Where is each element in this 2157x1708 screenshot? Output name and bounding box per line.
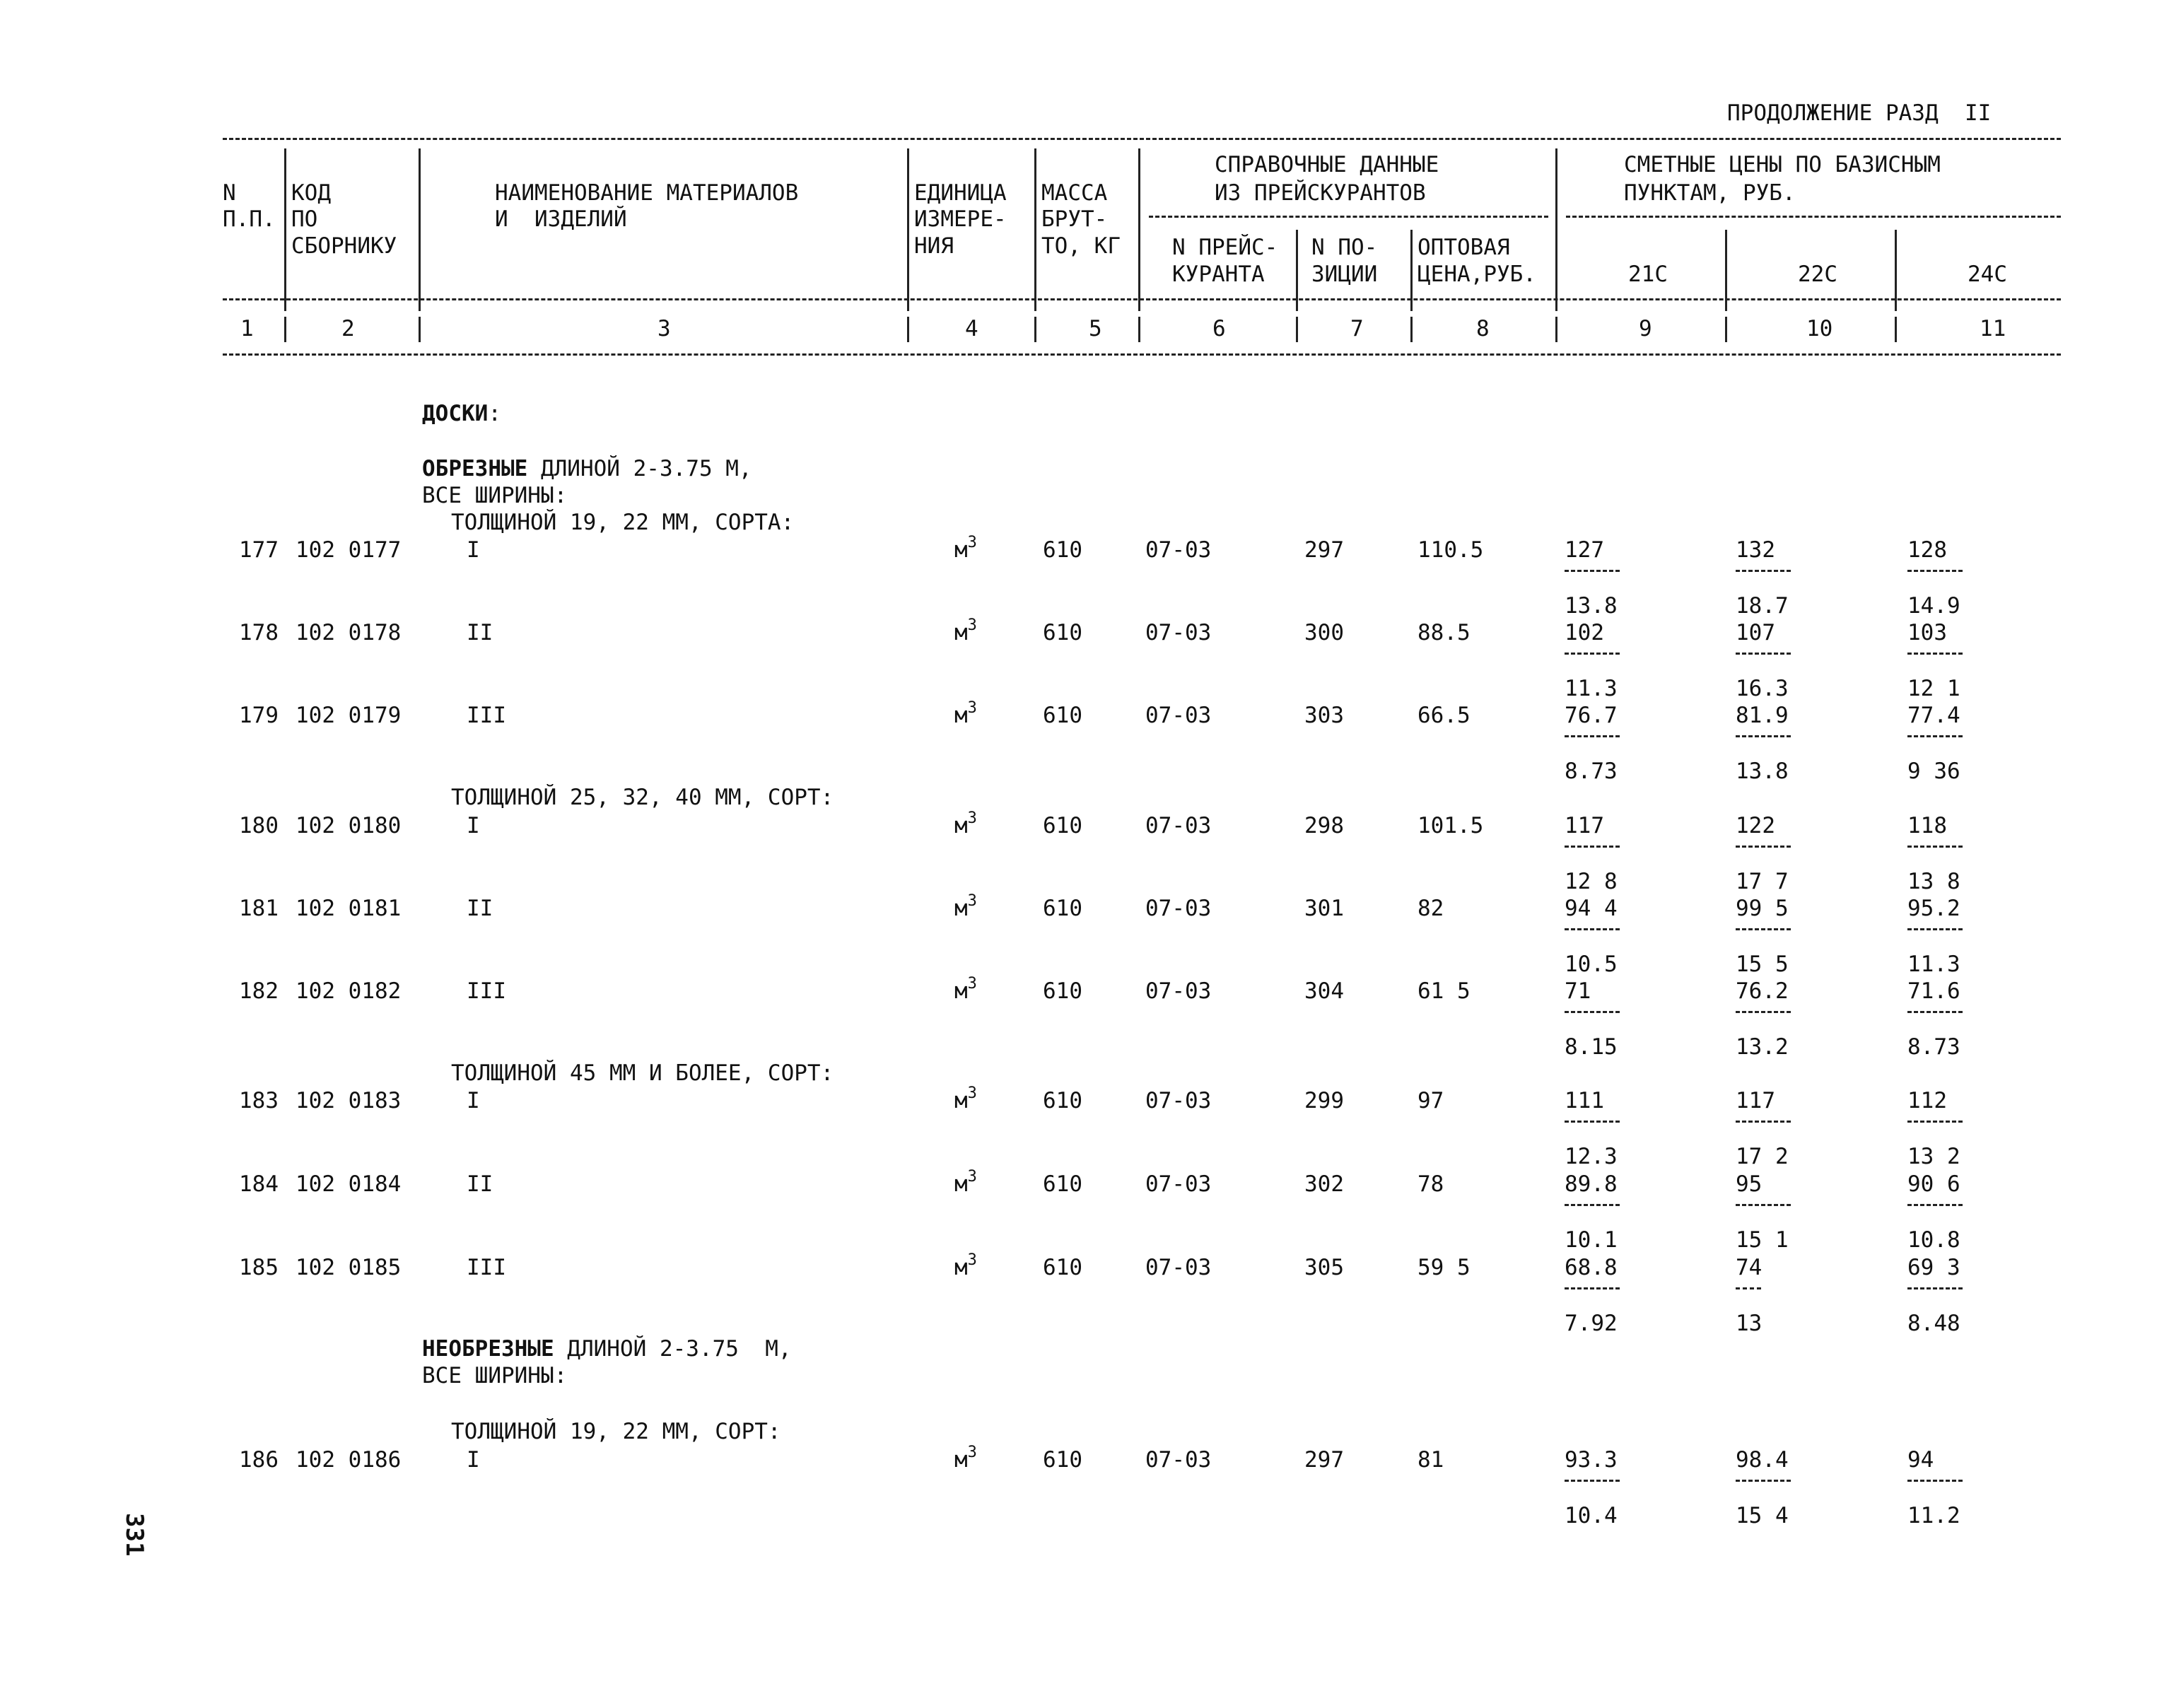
edged-heading: ОБРЕЗНЫЕ ДЛИНОЙ 2-3.75 М, [422,456,752,481]
row-unit [954,534,977,563]
col-number: 1 [240,316,254,341]
row-number: 182 [239,978,279,1004]
row-number: 183 [239,1088,279,1113]
col-sep [1296,230,1298,311]
row-unit [954,975,977,1004]
estimate-price-p10-lower: 18.7 [1736,593,1789,619]
estimate-price-p9: 93.3 [1565,1447,1618,1473]
estimate-price-p11: 128 [1907,537,1947,563]
row-pricelist-number: 07-03 [1145,978,1212,1004]
estimate-price-p9: 76.7 [1565,703,1618,728]
fraction-divider [1736,928,1791,930]
estimate-price-p11: 112 [1907,1088,1947,1113]
header-top-rule [223,138,2061,140]
estimate-price-p11-lower: 11.2 [1907,1503,1960,1528]
col10-header: 22С [1798,262,1837,287]
fraction-divider [1736,653,1791,655]
row-code: 102 0184 [296,1171,402,1197]
row-wholesale-price: 59 5 [1417,1255,1471,1280]
estimate-price-p9-lower: 8.73 [1565,759,1618,784]
estimate-price-p9: 71 [1565,978,1591,1004]
fraction-divider [1565,653,1620,655]
row-number: 178 [239,620,279,645]
row-grade: I [467,813,480,838]
row-mass: 610 [1043,1171,1082,1197]
unit-base: м [954,537,968,563]
fraction-divider [1565,570,1620,572]
unit-superscript: 3 [967,1251,977,1269]
fraction-divider [1907,1480,1963,1482]
estimate-price-p11-lower: 8.73 [1907,1034,1960,1060]
row-number: 179 [239,703,279,728]
col-number: 10 [1806,316,1833,341]
unit-superscript: 3 [967,892,977,910]
col-sep [1034,317,1036,342]
fraction-divider [1565,846,1620,848]
col5-header: ТО, КГ [1041,233,1121,259]
row-grade: III [467,703,506,728]
col8-header: ОПТОВАЯ [1417,235,1510,260]
row-code: 102 0180 [296,813,402,838]
col-sep [907,317,909,342]
row-position: 304 [1304,978,1344,1004]
row-pricelist-number: 07-03 [1145,1447,1212,1473]
fraction-divider [1565,1011,1620,1013]
fraction-divider [1565,1480,1620,1482]
row-position: 303 [1304,703,1344,728]
subheading: ТОЛЩИНОЙ 19, 22 ММ, СОРТ: [451,1419,781,1444]
row-mass: 610 [1043,703,1082,728]
row-unit [954,1084,977,1113]
row-grade: III [467,1255,506,1280]
unit-superscript: 3 [967,809,977,827]
row-mass: 610 [1043,896,1082,921]
fraction-divider [1907,928,1963,930]
group-ref-header: ИЗ ПРЕЙСКУРАНТОВ [1215,180,1426,206]
estimate-price-p9-lower: 10.4 [1565,1503,1618,1528]
col8-header: ЦЕНА,РУБ. [1417,262,1536,287]
group-price-header: СМЕТНЫЕ ЦЕНЫ ПО БАЗИСНЫМ [1624,152,1941,177]
col4-header: ЕДИНИЦА [914,180,1007,206]
row-mass: 610 [1043,978,1082,1004]
estimate-price-p10-lower: 13.8 [1736,759,1789,784]
row-unit [954,1168,977,1197]
header-bottom-rule [223,353,2061,356]
page-number: 331 [120,1513,148,1557]
row-grade: I [467,1088,480,1113]
estimate-price-p10: 98.4 [1736,1447,1789,1473]
estimate-price-p10: 107 [1736,620,1775,645]
row-grade: III [467,978,506,1004]
row-position: 302 [1304,1171,1344,1197]
col-sep [1138,148,1140,311]
col-sep [907,148,909,311]
row-mass: 610 [1043,1447,1082,1473]
unit-base: м [954,1255,968,1280]
col4-header: ИЗМЕРЕ- [914,206,1007,232]
fraction-divider [1907,735,1963,737]
unit-superscript: 3 [967,699,977,717]
unit-superscript: 3 [967,616,977,634]
col-sep [1410,317,1413,342]
row-mass: 610 [1043,1255,1082,1280]
col-sep [1725,230,1727,311]
section-continuation-note: ПРОДОЛЖЕНИЕ РАЗД II [1727,100,1992,126]
estimate-price-p10: 117 [1736,1088,1775,1113]
col-number: 5 [1089,316,1102,341]
estimate-price-p10-lower: 13.2 [1736,1034,1789,1060]
fraction-divider [1736,1204,1791,1206]
estimate-price-p9: 111 [1565,1088,1604,1113]
estimate-price-p11-lower: 11.3 [1907,952,1960,977]
estimate-price-p9: 127 [1565,537,1604,563]
row-number: 184 [239,1171,279,1197]
group-ref-rule [1149,216,1548,218]
estimate-price-p9: 89.8 [1565,1171,1618,1197]
subheading: ТОЛЩИНОЙ 45 ММ И БОЛЕЕ, СОРТ: [451,1060,834,1086]
row-number: 177 [239,537,279,563]
estimate-price-p11-lower: 10.8 [1907,1227,1960,1253]
col-sep [284,317,286,342]
col-number: 4 [965,316,978,341]
col-number: 2 [341,316,355,341]
estimate-price-p9-lower: 12 8 [1565,869,1618,894]
estimate-price-p11-lower: 12 1 [1907,676,1960,701]
estimate-price-p9-lower: 7.92 [1565,1311,1618,1336]
estimate-price-p10-lower: 15 4 [1736,1503,1789,1528]
col-sep [419,317,421,342]
col7-header: ЗИЦИИ [1311,262,1378,287]
unit-superscript: 3 [967,534,977,551]
fraction-divider [1565,1121,1620,1123]
row-code: 102 0177 [296,537,402,563]
row-position: 301 [1304,896,1344,921]
row-wholesale-price: 82 [1417,896,1444,921]
row-number: 180 [239,813,279,838]
col3-header: НАИМЕНОВАНИЕ МАТЕРИАЛОВ [495,180,799,206]
section-title: ДОСКИ: [422,401,501,426]
estimate-price-p11: 118 [1907,813,1947,838]
row-unit [954,616,977,645]
estimate-price-p10-lower: 15 1 [1736,1227,1789,1253]
estimate-price-p11: 77.4 [1907,703,1960,728]
col-number: 6 [1212,316,1226,341]
col-sep [284,148,286,311]
row-pricelist-number: 07-03 [1145,1171,1212,1197]
row-wholesale-price: 66.5 [1417,703,1471,728]
col-sep [1895,230,1897,311]
estimate-price-p9-lower: 13.8 [1565,593,1618,619]
fraction-divider [1736,1121,1791,1123]
estimate-price-p9-lower: 12.3 [1565,1144,1618,1169]
row-mass: 610 [1043,813,1082,838]
unit-base: м [954,703,968,728]
row-number: 181 [239,896,279,921]
estimate-price-p11-lower: 8.48 [1907,1311,1960,1336]
row-code: 102 0186 [296,1447,402,1473]
group-ref-header: СПРАВОЧНЫЕ ДАННЫЕ [1215,152,1439,177]
row-unit [954,699,977,728]
row-unit [954,1444,977,1473]
estimate-price-p11-lower: 13 8 [1907,869,1960,894]
row-code: 102 0181 [296,896,402,921]
col-sep [1138,317,1140,342]
subheading: ТОЛЩИНОЙ 25, 32, 40 ММ, СОРТ: [451,785,834,810]
fraction-divider [1565,928,1620,930]
fraction-divider [1907,1287,1963,1289]
fraction-divider [1565,1287,1620,1289]
col-sep [1725,317,1727,342]
unit-base: м [954,813,968,838]
estimate-price-p9-lower: 11.3 [1565,676,1618,701]
row-position: 305 [1304,1255,1344,1280]
row-position: 298 [1304,813,1344,838]
col-sep [1555,317,1557,342]
col-sep [1410,230,1413,311]
fraction-divider [1907,653,1963,655]
estimate-price-p10: 81.9 [1736,703,1789,728]
col-number: 11 [1980,316,2006,341]
estimate-price-p11: 103 [1907,620,1947,645]
unit-base: м [954,1447,968,1473]
row-code: 102 0178 [296,620,402,645]
fraction-divider [1736,1480,1791,1482]
col11-header: 24С [1968,262,2007,287]
fraction-divider [1736,735,1791,737]
row-wholesale-price: 97 [1417,1088,1444,1113]
row-wholesale-price: 61 5 [1417,978,1471,1004]
col2-header: СБОРНИКУ [291,233,397,259]
estimate-price-p11-lower: 14.9 [1907,593,1960,619]
estimate-price-p10: 132 [1736,537,1775,563]
unit-superscript: 3 [967,975,977,993]
fraction-divider [1907,570,1963,572]
col4-header: НИЯ [914,233,954,259]
row-mass: 610 [1043,1088,1082,1113]
fraction-divider [1736,846,1791,848]
fraction-divider [1907,1204,1963,1206]
fraction-divider [1736,1011,1791,1013]
row-wholesale-price: 110.5 [1417,537,1484,563]
row-wholesale-price: 81 [1417,1447,1444,1473]
col-number: 9 [1639,316,1652,341]
estimate-price-p9: 68.8 [1565,1255,1618,1280]
fraction-divider [1736,570,1791,572]
estimate-price-p10: 99 5 [1736,896,1789,921]
unit-superscript: 3 [967,1084,977,1102]
row-pricelist-number: 07-03 [1145,537,1212,563]
unit-base: м [954,620,968,645]
estimate-price-p9-lower: 10.5 [1565,952,1618,977]
row-position: 299 [1304,1088,1344,1113]
row-code: 102 0179 [296,703,402,728]
row-unit [954,809,977,838]
col-number: 3 [657,316,671,341]
col6-header: N ПРЕЙС- [1172,235,1278,260]
fraction-divider [1736,1287,1761,1289]
row-grade: I [467,537,480,563]
row-grade: II [467,896,493,921]
fraction-divider [1907,1121,1963,1123]
row-wholesale-price: 78 [1417,1171,1444,1197]
row-pricelist-number: 07-03 [1145,703,1212,728]
col1-header: N [223,180,236,206]
estimate-price-p9: 94 4 [1565,896,1618,921]
col5-header: МАССА [1041,180,1108,206]
unit-superscript: 3 [967,1444,977,1461]
estimate-price-p11: 71.6 [1907,978,1960,1004]
row-mass: 610 [1043,620,1082,645]
row-position: 300 [1304,620,1344,645]
estimate-price-p10: 76.2 [1736,978,1789,1004]
estimate-price-p10: 122 [1736,813,1775,838]
group-price-rule [1566,216,2061,218]
row-position: 297 [1304,1447,1344,1473]
estimate-price-p10: 95 [1736,1171,1763,1197]
estimate-price-p11: 94 [1907,1447,1934,1473]
row-number: 185 [239,1255,279,1280]
col-sep [419,148,421,311]
estimate-price-p10-lower: 16.3 [1736,676,1789,701]
row-code: 102 0185 [296,1255,402,1280]
header-mid-rule [223,298,2061,300]
col1-header: П.П. [223,206,276,232]
estimate-price-p10-lower: 15 5 [1736,952,1789,977]
estimate-price-p11-lower: 9 36 [1907,759,1960,784]
row-grade: I [467,1447,480,1473]
fraction-divider [1907,1011,1963,1013]
estimate-price-p9: 102 [1565,620,1604,645]
unit-base: м [954,1171,968,1197]
estimate-price-p10-lower: 17 2 [1736,1144,1789,1169]
row-mass: 610 [1043,537,1082,563]
col3-header: И ИЗДЕЛИЙ [495,206,627,232]
col7-header: N ПО- [1311,235,1378,260]
row-unit [954,1251,977,1280]
col-sep [1296,317,1298,342]
group-price-header: ПУНКТАМ, РУБ. [1624,180,1796,206]
fraction-divider [1565,1204,1620,1206]
row-code: 102 0183 [296,1088,402,1113]
col-sep [1895,317,1897,342]
col-sep [1555,148,1557,311]
row-wholesale-price: 101.5 [1417,813,1484,838]
unit-base: м [954,1088,968,1113]
row-pricelist-number: 07-03 [1145,620,1212,645]
row-grade: II [467,620,493,645]
estimate-price-p10-lower: 17 7 [1736,869,1789,894]
col2-header: КОД [291,180,331,206]
row-unit [954,892,977,921]
row-code: 102 0182 [296,978,402,1004]
col-number: 7 [1350,316,1364,341]
row-wholesale-price: 88.5 [1417,620,1471,645]
col9-header: 21С [1628,262,1668,287]
estimate-price-p11: 90 6 [1907,1171,1960,1197]
unit-base: м [954,896,968,921]
estimate-price-p10-lower: 13 [1736,1311,1763,1336]
col-number: 8 [1476,316,1490,341]
row-pricelist-number: 07-03 [1145,1088,1212,1113]
estimate-price-p9-lower: 10.1 [1565,1227,1618,1253]
estimate-price-p10: 74 [1736,1255,1763,1280]
estimate-price-p9: 117 [1565,813,1604,838]
estimate-price-p11: 95.2 [1907,896,1960,921]
unit-superscript: 3 [967,1168,977,1186]
estimate-price-p11: 69 3 [1907,1255,1960,1280]
col5-header: БРУТ- [1041,206,1108,232]
col-sep [1034,148,1036,311]
row-number: 186 [239,1447,279,1473]
unedged-heading: НЕОБРЕЗНЫЕ ДЛИНОЙ 2-3.75 М, [422,1336,792,1362]
row-pricelist-number: 07-03 [1145,1255,1212,1280]
estimate-price-p9-lower: 8.15 [1565,1034,1618,1060]
fraction-divider [1907,846,1963,848]
row-pricelist-number: 07-03 [1145,813,1212,838]
edged-heading-line2: ВСЕ ШИРИНЫ: [422,483,568,508]
row-position: 297 [1304,537,1344,563]
row-pricelist-number: 07-03 [1145,896,1212,921]
unedged-heading-line2: ВСЕ ШИРИНЫ: [422,1363,568,1388]
unit-base: м [954,978,968,1004]
fraction-divider [1565,735,1620,737]
col6-header: КУРАНТА [1172,262,1265,287]
subheading: ТОЛЩИНОЙ 19, 22 ММ, СОРТА: [451,510,795,535]
col2-header: ПО [291,206,318,232]
estimate-price-p11-lower: 13 2 [1907,1144,1960,1169]
row-grade: II [467,1171,493,1197]
